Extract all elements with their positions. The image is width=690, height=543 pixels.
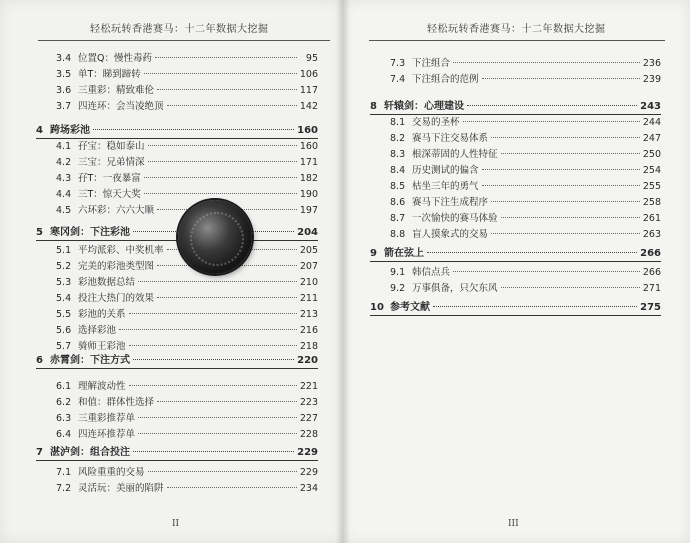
dot-leader (133, 451, 294, 452)
dot-leader (482, 78, 640, 79)
dot-leader (129, 385, 297, 386)
toc-entry-title: 理解波动性 (78, 381, 126, 392)
chapter-rule (370, 114, 661, 115)
toc-entry-title: 赛马下注生成程序 (412, 197, 489, 208)
toc-entry-title: 三T：惊天大奖 (78, 189, 141, 200)
dot-leader (148, 471, 297, 472)
running-header: 轻松玩转香港赛马：十二年数据大挖掘 (90, 24, 269, 35)
dot-leader (133, 359, 294, 360)
toc-entry-number: 7.3 (390, 58, 406, 69)
toc-section-row (390, 228, 661, 241)
toc-entry-title: 四连环推荐单 (78, 429, 136, 440)
dot-leader (427, 252, 637, 253)
toc-entry-number: 10 (370, 302, 384, 313)
toc-entry-page: 211 (299, 293, 318, 304)
toc-entry-title: 骑师王彩池 (78, 341, 126, 352)
toc-entry-page: 197 (299, 205, 318, 216)
toc-entry-number: 3.4 (56, 53, 72, 64)
toc-entry-title: 参考文献 (390, 302, 430, 313)
left-page (0, 0, 343, 543)
toc-entry-page: 205 (299, 245, 318, 256)
toc-entry-number: 8 (370, 101, 377, 112)
toc-entry-title: 平均派彩、中奖机率 (78, 245, 164, 256)
toc-entry-page: 117 (299, 85, 318, 96)
toc-entry-title: 投注大热门的效果 (78, 293, 155, 304)
chapter-rule (370, 315, 661, 316)
toc-entry-page: 204 (297, 227, 318, 238)
toc-entry-number: 6.2 (56, 397, 72, 408)
toc-entry-page: 250 (642, 149, 661, 160)
toc-chapter-row (370, 247, 661, 260)
toc-entry-number: 9.1 (390, 267, 406, 278)
chapter-rule (36, 368, 318, 369)
toc-entry-title: 三重彩：精致难伦 (78, 85, 155, 96)
dot-leader (157, 401, 297, 402)
coin-image (178, 200, 252, 274)
toc-section-row (56, 466, 318, 479)
dot-leader (138, 281, 297, 282)
toc-entry-title: 风险重重的交易 (78, 467, 145, 478)
toc-chapter-row (370, 301, 661, 314)
toc-entry-title: 湛泸剑：组合投注 (50, 447, 130, 458)
toc-section-row (390, 180, 661, 193)
dot-leader (148, 145, 297, 146)
toc-section-row (390, 148, 661, 161)
toc-section-row (56, 380, 318, 393)
toc-entry-title: 枯坐三年的勇气 (412, 181, 479, 192)
dot-leader (167, 105, 297, 106)
toc-entry-title: 三宝：兄弟情深 (78, 157, 145, 168)
toc-section-row (390, 266, 661, 279)
dot-leader (167, 487, 297, 488)
toc-entry-title: 孖宝：稳如泰山 (78, 141, 145, 152)
toc-entry-number: 9 (370, 248, 377, 259)
toc-entry-title: 位置Q：慢性毒药 (78, 53, 152, 64)
toc-entry-page: 271 (642, 283, 661, 294)
dot-leader (138, 433, 297, 434)
dot-leader (119, 329, 297, 330)
toc-entry-title: 万事俱备，只欠东风 (412, 283, 498, 294)
toc-entry-page: 95 (305, 53, 318, 64)
toc-section-row (390, 282, 661, 295)
dot-leader (482, 169, 640, 170)
toc-section-row (390, 57, 661, 70)
toc-section-row (56, 156, 318, 169)
toc-section-row (56, 52, 318, 65)
toc-entry-title: 彩池的关系 (78, 309, 126, 320)
chapter-rule (370, 261, 661, 262)
toc-section-row (390, 196, 661, 209)
dot-leader (491, 137, 640, 138)
toc-chapter-row (370, 100, 661, 113)
toc-section-row (56, 412, 318, 425)
toc-entry-title: 四连环：会当凌绝顶 (78, 101, 164, 112)
chapter-rule (36, 138, 318, 139)
right-page (343, 0, 690, 543)
toc-entry-page: 255 (642, 181, 661, 192)
toc-entry-title: 寒冈剑：下注彩池 (50, 227, 130, 238)
toc-entry-title: 彩池数据总结 (78, 277, 136, 288)
toc-entry-title: 选择彩池 (78, 325, 117, 336)
dot-leader (157, 297, 297, 298)
dot-leader (148, 161, 297, 162)
toc-entry-number: 8.7 (390, 213, 406, 224)
toc-chapter-row (36, 354, 318, 367)
toc-entry-title: 韩信点兵 (412, 267, 451, 278)
toc-entry-page: 190 (299, 189, 318, 200)
dot-leader (453, 271, 640, 272)
toc-entry-number: 8.6 (390, 197, 406, 208)
toc-section-row (56, 292, 318, 305)
toc-entry-number: 6.1 (56, 381, 72, 392)
dot-leader (144, 73, 297, 74)
dot-leader (144, 177, 297, 178)
toc-entry-page: 223 (299, 397, 318, 408)
toc-entry-title: 一次愉快的赛马体验 (412, 213, 498, 224)
toc-entry-title: 赛马下注交易体系 (412, 133, 489, 144)
dot-leader (138, 417, 297, 418)
toc-entry-number: 5.6 (56, 325, 72, 336)
toc-entry-number: 8.2 (390, 133, 406, 144)
dot-leader (433, 306, 637, 307)
toc-entry-number: 5.5 (56, 309, 72, 320)
toc-entry-page: 247 (642, 133, 661, 144)
toc-section-row (56, 68, 318, 81)
toc-entry-title: 历史测试的偏含 (412, 165, 479, 176)
page-number: III (508, 519, 519, 529)
dot-leader (144, 193, 297, 194)
toc-entry-page: 228 (299, 429, 318, 440)
toc-entry-number: 4.2 (56, 157, 72, 168)
toc-entry-page: 266 (642, 267, 661, 278)
toc-entry-number: 5.2 (56, 261, 72, 272)
toc-entry-number: 5 (36, 227, 43, 238)
dot-leader (453, 62, 640, 63)
toc-entry-title: 下注组合的范例 (412, 74, 479, 85)
header-rule (38, 40, 330, 41)
toc-entry-title: 单T：睇到蹄转 (78, 69, 141, 80)
toc-entry-page: 227 (299, 413, 318, 424)
dot-leader (93, 129, 294, 130)
toc-entry-page: 182 (299, 173, 318, 184)
toc-entry-number: 8.8 (390, 229, 406, 240)
toc-entry-number: 5.4 (56, 293, 72, 304)
toc-entry-page: 213 (299, 309, 318, 320)
toc-entry-page: 221 (299, 381, 318, 392)
toc-entry-number: 4.3 (56, 173, 72, 184)
toc-entry-number: 8.1 (390, 117, 406, 128)
toc-entry-page: 239 (642, 74, 661, 85)
dot-leader (155, 57, 297, 58)
toc-entry-number: 7.2 (56, 483, 72, 494)
dot-leader (129, 313, 297, 314)
book-gutter (336, 0, 350, 543)
toc-entry-page: 160 (299, 141, 318, 152)
toc-entry-page: 275 (640, 302, 661, 313)
dot-leader (129, 345, 297, 346)
toc-chapter-row (36, 226, 318, 239)
running-header: 轻松玩转香港赛马：十二年数据大挖掘 (427, 24, 606, 35)
chapter-rule (36, 460, 318, 461)
chapter-rule (36, 240, 318, 241)
toc-entry-number: 7 (36, 447, 43, 458)
toc-entry-page: 160 (297, 125, 318, 136)
dot-leader (501, 153, 640, 154)
toc-entry-title: 下注组合 (412, 58, 451, 69)
toc-entry-page: 236 (642, 58, 661, 69)
toc-entry-page: 229 (299, 467, 318, 478)
toc-entry-page: 229 (297, 447, 318, 458)
toc-section-row (56, 100, 318, 113)
toc-entry-title: 完美的彩池类型图 (78, 261, 155, 272)
toc-entry-number: 5.3 (56, 277, 72, 288)
toc-section-row (56, 172, 318, 185)
toc-entry-number: 6.4 (56, 429, 72, 440)
toc-entry-page: 243 (640, 101, 661, 112)
toc-entry-number: 3.5 (56, 69, 72, 80)
toc-entry-page: 261 (642, 213, 661, 224)
toc-entry-title: 箭在弦上 (384, 248, 424, 259)
toc-entry-page: 142 (299, 101, 318, 112)
dot-leader (501, 287, 640, 288)
toc-entry-page: 218 (299, 341, 318, 352)
toc-section-row (56, 482, 318, 495)
toc-entry-title: 轩辕剑：心理建设 (384, 101, 464, 112)
toc-entry-number: 4 (36, 125, 43, 136)
toc-entry-page: 216 (299, 325, 318, 336)
toc-entry-number: 8.3 (390, 149, 406, 160)
toc-entry-number: 5.7 (56, 341, 72, 352)
toc-chapter-row (36, 446, 318, 459)
toc-section-row (56, 324, 318, 337)
toc-entry-number: 4.5 (56, 205, 72, 216)
dot-leader (467, 105, 637, 106)
toc-entry-page: 210 (299, 277, 318, 288)
toc-section-row (390, 164, 661, 177)
toc-entry-number: 8.5 (390, 181, 406, 192)
toc-section-row (390, 132, 661, 145)
toc-section-row (390, 212, 661, 225)
toc-entry-number: 7.4 (390, 74, 406, 85)
toc-entry-page: 207 (299, 261, 318, 272)
toc-entry-title: 交易的圣杯 (412, 117, 460, 128)
dot-leader (491, 201, 640, 202)
toc-entry-number: 3.7 (56, 101, 72, 112)
toc-section-row (56, 308, 318, 321)
toc-entry-page: 244 (642, 117, 661, 128)
header-rule (369, 40, 665, 41)
dot-leader (482, 185, 640, 186)
toc-section-row (56, 84, 318, 97)
toc-entry-page: 234 (299, 483, 318, 494)
toc-entry-number: 4.1 (56, 141, 72, 152)
toc-entry-page: 258 (642, 197, 661, 208)
toc-entry-title: 根深蒂固的人性特征 (412, 149, 498, 160)
toc-entry-number: 8.4 (390, 165, 406, 176)
toc-entry-title: 三重彩推荐单 (78, 413, 136, 424)
toc-entry-title: 灵活玩：美丽的陷阱 (78, 483, 164, 494)
dot-leader (463, 121, 640, 122)
toc-entry-title: 赤霄剑：下注方式 (50, 355, 130, 366)
toc-entry-page: 171 (299, 157, 318, 168)
toc-entry-title: 和值：群体性选择 (78, 397, 155, 408)
toc-section-row (390, 116, 661, 129)
toc-entry-page: 266 (640, 248, 661, 259)
toc-section-row (56, 340, 318, 353)
toc-entry-title: 孖T：一夜暴富 (78, 173, 141, 184)
toc-section-row (390, 73, 661, 86)
toc-section-row (56, 428, 318, 441)
toc-entry-page: 263 (642, 229, 661, 240)
page-number: II (172, 519, 180, 529)
dot-leader (491, 233, 640, 234)
toc-section-row (56, 140, 318, 153)
dot-leader (157, 89, 297, 90)
toc-entry-number: 3.6 (56, 85, 72, 96)
toc-entry-number: 7.1 (56, 467, 72, 478)
toc-entry-number: 5.1 (56, 245, 72, 256)
toc-entry-page: 254 (642, 165, 661, 176)
toc-section-row (56, 276, 318, 289)
toc-entry-page: 220 (297, 355, 318, 366)
toc-entry-page: 106 (299, 69, 318, 80)
toc-chapter-row (36, 124, 318, 137)
toc-entry-title: 跨场彩池 (50, 125, 90, 136)
toc-entry-title: 盲人摸象式的交易 (412, 229, 489, 240)
toc-entry-title: 六环彩：六六大顺 (78, 205, 155, 216)
dot-leader (501, 217, 640, 218)
toc-section-row (56, 396, 318, 409)
toc-entry-number: 4.4 (56, 189, 72, 200)
toc-entry-number: 6 (36, 355, 43, 366)
toc-entry-number: 6.3 (56, 413, 72, 424)
toc-entry-number: 9.2 (390, 283, 406, 294)
toc-section-row (56, 188, 318, 201)
